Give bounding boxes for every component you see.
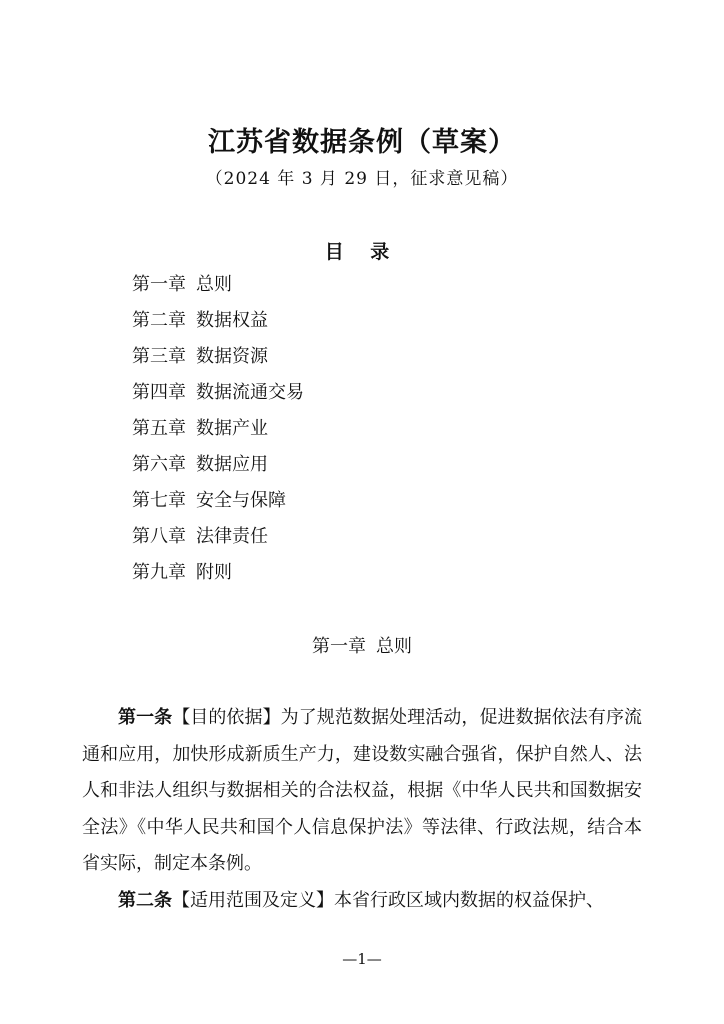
toc-item-title: 数据权益 bbox=[196, 310, 268, 331]
toc-heading: 目 录 bbox=[324, 241, 400, 263]
article-tag: 【适用范围及定义】 bbox=[172, 889, 334, 911]
toc-item bbox=[132, 342, 304, 378]
article-text: 为了规范数据处理活动，促进数据依法有序流通和应用，加快形成新质生产力，建设数实融合强省，保护自然人、法人和非法人组织与数据相关的合法权益，根据《中华人民共和国数据安全法》《中华人民共和国个人信息保护法》等法律、行政法规，结合本省实际，制定本条例。 bbox=[82, 707, 643, 874]
toc-item-number: 第一章 bbox=[132, 274, 186, 295]
toc-item bbox=[132, 306, 304, 342]
article-paragraph bbox=[82, 883, 642, 920]
article-number: 第一条 bbox=[118, 707, 173, 728]
toc-item bbox=[132, 270, 304, 306]
toc-item-title: 附则 bbox=[196, 562, 232, 583]
table-of-contents bbox=[132, 270, 304, 594]
toc-item-number: 第五章 bbox=[132, 418, 186, 439]
toc-item-title: 数据资源 bbox=[196, 346, 268, 367]
toc-item-title: 数据产业 bbox=[196, 418, 268, 439]
chapter-title: 总则 bbox=[376, 636, 412, 657]
body-text bbox=[82, 700, 642, 919]
document-title: 江苏省数据条例（草案） bbox=[208, 127, 516, 158]
toc-item-number: 第六章 bbox=[132, 454, 186, 475]
toc-item-number: 第七章 bbox=[132, 490, 186, 511]
article-paragraph bbox=[82, 700, 642, 883]
toc-item-title: 法律责任 bbox=[196, 526, 268, 547]
toc-item bbox=[132, 522, 304, 558]
article-text: 本省行政区域内数据的权益保护、 bbox=[334, 889, 604, 911]
document-subtitle: （2024 年 3 月 29 日，征求意见稿） bbox=[205, 169, 519, 189]
article-tag: 【目的依据】 bbox=[172, 707, 281, 728]
toc-item-number: 第八章 bbox=[132, 526, 186, 547]
toc-item-number: 第二章 bbox=[132, 310, 186, 331]
toc-item-title: 数据应用 bbox=[196, 454, 268, 475]
toc-item-title: 安全与保障 bbox=[196, 490, 286, 511]
toc-item-title: 总则 bbox=[196, 274, 232, 295]
toc-item-number: 第九章 bbox=[132, 562, 186, 583]
toc-item bbox=[132, 558, 304, 594]
toc-item bbox=[132, 486, 304, 522]
chapter-number: 第一章 bbox=[312, 636, 366, 657]
page-number: —1— bbox=[342, 950, 382, 968]
toc-item-number: 第四章 bbox=[132, 382, 186, 403]
toc-item bbox=[132, 414, 304, 450]
article-number: 第二条 bbox=[118, 889, 172, 911]
toc-item-number: 第三章 bbox=[132, 346, 186, 367]
chapter-heading bbox=[0, 632, 724, 658]
toc-item-title: 数据流通交易 bbox=[196, 382, 304, 403]
toc-item bbox=[132, 450, 304, 486]
toc-item bbox=[132, 378, 304, 414]
